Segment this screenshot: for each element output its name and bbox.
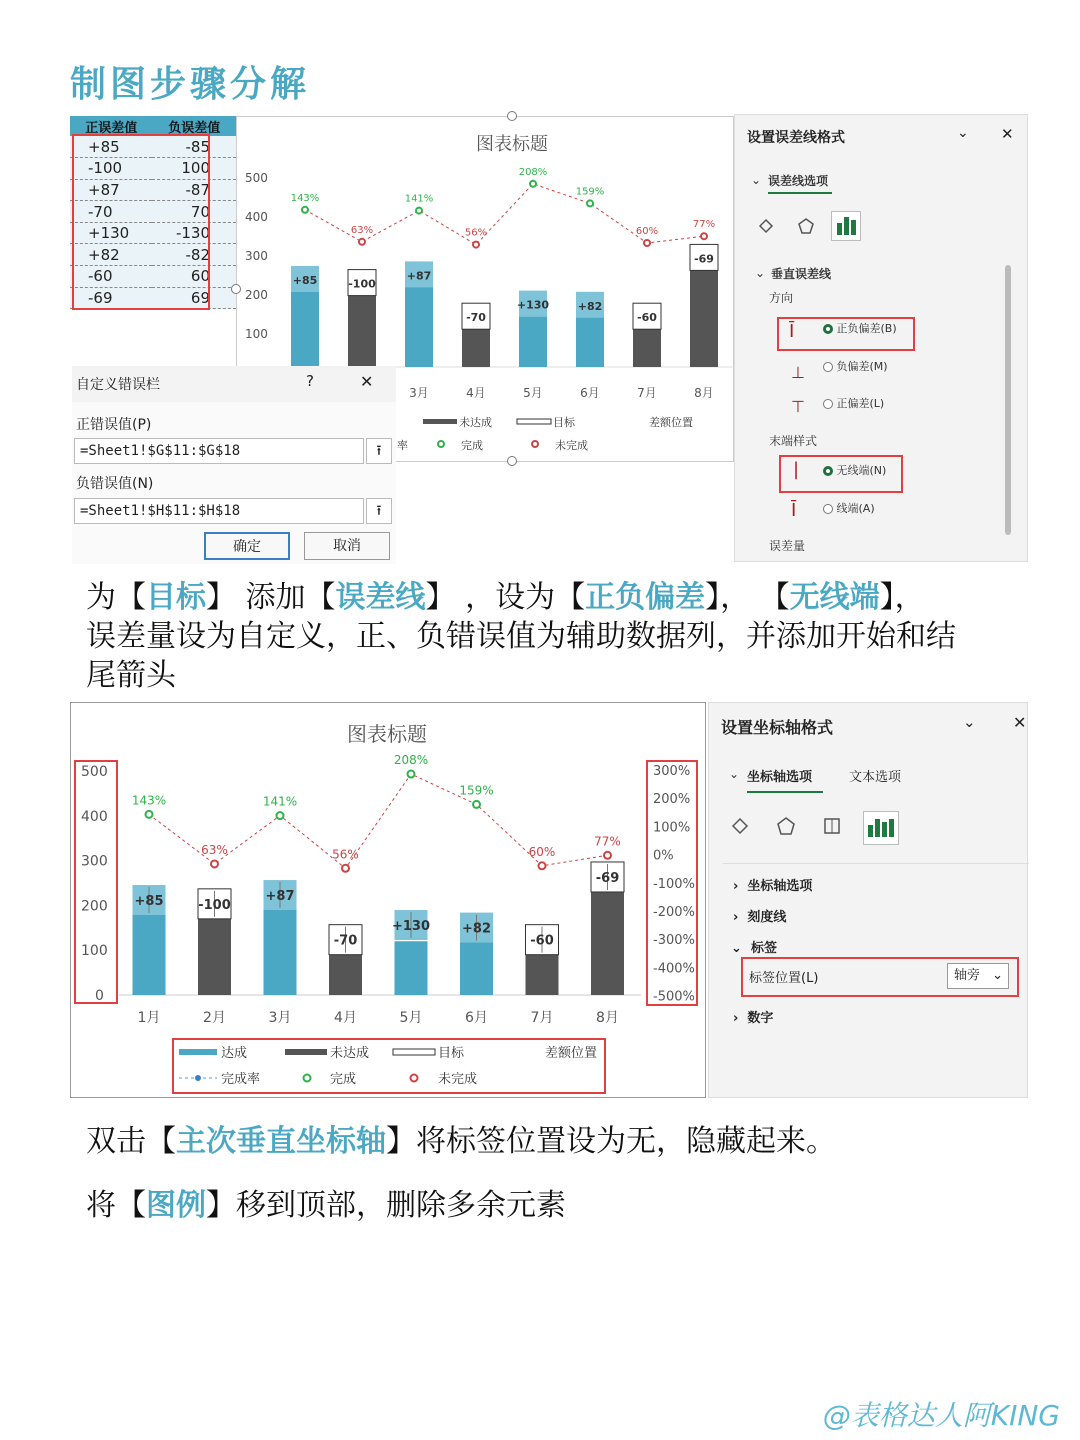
direction-label: 方向 [769, 291, 794, 305]
diff-label: -100 [348, 277, 376, 291]
y-tick-label: 500 [81, 764, 108, 780]
chevron-icon: ⌄ [751, 173, 762, 187]
legend-swatch-not-achieved [285, 1049, 327, 1055]
x-tick-label: 5月 [523, 386, 543, 400]
legend-diff-position: 差额位置 [649, 416, 693, 429]
diff-label: +82 [462, 921, 491, 937]
section-vertical-error[interactable]: 垂直误差线 [771, 267, 832, 281]
option-no-cap: 无线端(N) [836, 464, 887, 477]
fill-icon[interactable] [751, 211, 781, 241]
bar-not-achieved [462, 329, 490, 367]
collapse-range-icon[interactable]: ⭱ [366, 438, 392, 464]
y-tick-label: 100 [81, 943, 108, 960]
effects-icon[interactable] [771, 811, 801, 841]
section-tick-marks: › 刻度线 [733, 910, 787, 925]
x-tick-label: 4月 [466, 386, 486, 400]
rate-point [277, 812, 284, 819]
x-tick-label: 3月 [409, 386, 429, 400]
neg-error-cell[interactable]: 70 [152, 201, 236, 223]
y2-tick-label: -500% [653, 989, 695, 1005]
diff-label: +130 [391, 919, 431, 935]
tab-underline [768, 192, 832, 194]
instruction-paragraph-2: 双击【主次垂直坐标轴】将标签位置设为无，隐藏起来。 [86, 1124, 836, 1159]
resize-handle-bottom[interactable] [507, 456, 517, 466]
legend-rate-dot [195, 1075, 201, 1081]
rate-point [211, 860, 218, 867]
legend-done: 完成 [461, 439, 483, 452]
left-axis-highlight [75, 761, 117, 1003]
legend-done: 完成 [330, 1072, 357, 1087]
rate-label: 63% [201, 842, 228, 857]
legend-achieved: 达成 [221, 1046, 248, 1061]
neg-error-cell[interactable]: -130 [152, 222, 236, 244]
bar-achieved [133, 905, 166, 995]
legend-not-achieved: 未达成 [459, 416, 492, 429]
pos-error-cell[interactable]: +87 [70, 179, 152, 201]
instruction-paragraph-3: 将【图例】移到顶部，删除多余元素 [86, 1188, 566, 1223]
y-tick-label: 500 [245, 171, 268, 185]
amount-label: 误差量 [769, 539, 806, 553]
close-icon[interactable]: ✕ [1001, 125, 1014, 143]
pos-error-input[interactable]: =Sheet1!$G$11:$G$18 [74, 438, 364, 464]
radio-minus[interactable] [823, 362, 833, 372]
rate-label: 143% [131, 793, 167, 808]
radio-both[interactable] [823, 324, 833, 334]
chevron-down-icon: ⌄ [992, 968, 1003, 983]
neg-error-cell[interactable]: -85 [152, 136, 236, 158]
rate-point [146, 811, 153, 818]
bottom-chart[interactable] [70, 702, 706, 1098]
rate-point [416, 208, 422, 214]
y-tick-label: 300 [81, 853, 108, 870]
rate-point [701, 233, 707, 239]
custom-error-dialog [72, 366, 396, 564]
ok-button[interactable]: 确定 [204, 532, 290, 560]
y2-tick-label: 100% [653, 820, 691, 836]
x-tick-label: 7月 [530, 1010, 554, 1026]
rate-label: 77% [692, 219, 716, 231]
legend-swatch-not-done [411, 1075, 418, 1082]
no-cap-icon: | [793, 459, 800, 480]
diff-label: +85 [134, 894, 164, 909]
x-tick-label: 5月 [399, 1010, 423, 1026]
pos-error-label: 正错误值(P) [76, 417, 152, 433]
table-highlight-box [72, 134, 210, 310]
chevron-down-icon[interactable]: ⌄ [963, 713, 976, 731]
y-tick-label: 300 [245, 249, 268, 263]
pos-error-cell[interactable]: -100 [70, 158, 152, 180]
bar-not-achieved [690, 270, 718, 367]
rate-label: 159% [459, 783, 494, 798]
rate-point [302, 207, 308, 213]
y-tick-label: 200 [245, 288, 268, 302]
bottom-chart-title: 图表标题 [347, 722, 427, 746]
x-tick-label: 3月 [268, 1010, 292, 1026]
legend-target: 目标 [438, 1046, 465, 1061]
y-tick-label: 0 [95, 988, 104, 1004]
rate-point [408, 771, 415, 778]
diff-label: -60 [637, 311, 657, 325]
legend-not-done: 未完成 [438, 1072, 478, 1087]
rate-label: 56% [332, 847, 359, 862]
legend-swatch-target [517, 419, 551, 424]
diff-label: +85 [292, 274, 318, 287]
rate-label: 159% [575, 186, 605, 198]
y2-tick-label: -200% [653, 905, 695, 920]
scrollbar[interactable] [1005, 265, 1011, 535]
section-axis-options: › 坐标轴选项 [733, 879, 813, 894]
rate-point [539, 862, 546, 869]
rate-point [604, 852, 611, 859]
rate-label: 77% [594, 834, 621, 849]
y-tick-label: 400 [81, 808, 108, 825]
col-header-neg: 负误差值 [152, 116, 236, 136]
collapse-range-icon[interactable]: ⭱ [366, 498, 392, 524]
tab-axis-options[interactable]: 坐标轴选项 [747, 770, 813, 785]
rate-label: 208% [518, 166, 548, 178]
pos-error-cell[interactable]: -69 [70, 287, 152, 309]
rate-label: 141% [404, 193, 434, 205]
y2-tick-label: 300% [653, 764, 691, 779]
col-header-pos: 正误差值 [70, 116, 152, 136]
option-cap: 线端(A) [836, 502, 875, 515]
section-number: › 数字 [733, 1011, 774, 1026]
rate-point [530, 181, 536, 187]
bar-not-achieved [348, 296, 376, 367]
diff-label: -69 [694, 252, 714, 266]
legend-swatch-achieved [179, 1049, 217, 1055]
diff-label: -69 [595, 870, 620, 886]
rate-label: 63% [350, 224, 374, 236]
neg-error-label: 负错误值(N) [76, 476, 154, 492]
option-both: 正负偏差(B) [836, 322, 897, 335]
legend-swatch-target [393, 1049, 435, 1055]
y2-tick-label: -400% [653, 961, 695, 977]
y-tick-label: 400 [245, 210, 268, 224]
option-plus: 正偏差(L) [836, 397, 885, 410]
dialog-close-icon[interactable]: ✕ [360, 372, 374, 391]
diff-label: -70 [333, 933, 358, 949]
dialog-title: 自定义错误栏 [76, 377, 160, 393]
x-tick-label: 1月 [137, 1010, 161, 1026]
diff-label: +87 [406, 269, 432, 283]
neg-error-input[interactable]: =Sheet1!$H$11:$H$18 [74, 498, 364, 524]
rate-label: 56% [464, 227, 488, 239]
diff-label: +87 [265, 889, 295, 905]
bar-achieved [395, 941, 428, 995]
pos-error-cell[interactable]: -60 [70, 266, 152, 288]
x-tick-label: 2月 [203, 1010, 226, 1026]
y2-tick-label: 200% [653, 792, 691, 808]
x-tick-label: 6月 [580, 386, 600, 400]
rate-label: 60% [635, 226, 659, 237]
label-position-select[interactable]: 轴旁 ⌄ [947, 963, 1009, 989]
y2-tick-label: 0% [653, 848, 674, 864]
chevron-icon: ⌄ [755, 266, 766, 280]
error-panel-title: 设置误差线格式 [747, 130, 845, 146]
bar-not-achieved [329, 955, 362, 995]
cancel-button[interactable]: 取消 [304, 532, 390, 560]
chevron-icon: ⌄ [729, 767, 740, 781]
fill-icon[interactable] [725, 811, 755, 841]
legend-not-achieved: 未达成 [330, 1046, 370, 1061]
legend-rate: 完成率 [221, 1072, 261, 1087]
diff-label: -60 [530, 933, 554, 949]
pos-error-cell[interactable]: +85 [70, 136, 152, 158]
rate-point [473, 242, 479, 248]
bar-not-achieved [198, 919, 231, 995]
neg-error-cell[interactable]: 60 [152, 266, 236, 288]
pos-error-cell[interactable]: -70 [70, 201, 152, 223]
neg-error-cell[interactable]: 69 [152, 287, 236, 309]
cap-icon: Ī [791, 500, 797, 521]
axis-format-panel [708, 702, 1028, 1098]
legend-swatch-not-achieved [423, 419, 457, 424]
rate-label: 60% [528, 844, 556, 859]
legend-swatch-done [304, 1075, 311, 1082]
neg-error-cell[interactable]: -82 [152, 244, 236, 266]
x-tick-label: 6月 [465, 1010, 488, 1026]
x-tick-label: 8月 [694, 386, 714, 400]
axis-panel-title: 设置坐标轴格式 [721, 718, 834, 737]
plus-error-icon: ⊤ [791, 397, 805, 416]
neg-error-cell[interactable]: 100 [152, 158, 236, 180]
size-icon[interactable] [817, 811, 847, 841]
radio-no-cap[interactable] [823, 466, 833, 476]
bar-achieved [519, 317, 547, 367]
bar-options-icon[interactable] [831, 211, 861, 241]
help-icon[interactable]: ? [306, 372, 314, 390]
rate-label: 208% [393, 753, 429, 768]
y-tick-label: 100 [245, 327, 268, 341]
bar-achieved [405, 279, 433, 367]
neg-error-cell[interactable]: -87 [152, 179, 236, 201]
rate-point [473, 801, 480, 808]
bar-achieved [264, 901, 297, 995]
diff-label: +82 [577, 299, 603, 313]
legend-not-done: 未完成 [555, 439, 588, 452]
watermark: @表格达人阿KING [822, 1399, 1060, 1432]
tab-text-options[interactable]: 文本选项 [849, 770, 902, 785]
section-labels: ⌄ 标签 [731, 941, 777, 956]
bar-not-achieved [591, 892, 624, 995]
legend-swatch-not-done [532, 441, 538, 447]
label-position-label: 标签位置(L) [749, 971, 819, 986]
rate-label: 143% [290, 192, 320, 204]
close-icon[interactable]: ✕ [1013, 713, 1027, 732]
chevron-down-icon[interactable]: ⌄ [957, 125, 969, 141]
bar-not-achieved [526, 955, 559, 995]
pos-error-cell[interactable]: +82 [70, 244, 152, 266]
y-tick-label: 200 [81, 898, 108, 915]
resize-handle-top[interactable] [507, 111, 517, 121]
x-tick-label: 8月 [596, 1010, 619, 1026]
x-tick-label: 7月 [637, 386, 657, 400]
resize-handle-left[interactable] [231, 284, 241, 294]
bar-not-achieved [633, 329, 661, 367]
legend-target: 目标 [553, 416, 575, 429]
instruction-paragraph-1: 为【目标】 添加【误差线】 ，设为【正负偏差】， 【无线端】， 误差量设为自定义，正、负错误值为辅助数据列，并添加开始和结 尾箭头 [86, 580, 956, 693]
y2-tick-label: -100% [653, 876, 695, 892]
both-error-icon: Ī [789, 321, 795, 342]
rate-point [644, 240, 650, 246]
x-tick-label: 4月 [334, 1010, 357, 1026]
y2-tick-label: -300% [653, 933, 695, 949]
top-chart-title: 图表标题 [476, 134, 548, 155]
diff-label: -100 [198, 897, 231, 913]
pos-error-cell[interactable]: +130 [70, 222, 152, 244]
page-title: 制图步骤分解 [70, 64, 311, 105]
diff-label: -70 [466, 311, 486, 325]
minus-error-icon: ⊥ [791, 363, 805, 382]
rate-point [342, 865, 349, 872]
bottom-chart-svg [71, 703, 707, 1099]
radio-cap[interactable] [823, 504, 833, 514]
rate-point [359, 239, 365, 245]
effects-icon[interactable] [791, 211, 821, 241]
legend-diff-position: 差额位置 [545, 1046, 598, 1061]
option-minus: 负偏差(M) [836, 360, 888, 373]
tab-underline [747, 791, 823, 793]
legend-rate: 率 [397, 439, 408, 452]
rate-point [587, 200, 593, 206]
rate-label: 141% [262, 794, 298, 809]
diff-label: +130 [516, 298, 550, 312]
tab-error-options[interactable]: 误差线选项 [768, 174, 829, 188]
end-style-label: 末端样式 [769, 434, 818, 448]
radio-plus[interactable] [823, 399, 833, 409]
bar-achieved [291, 283, 319, 367]
axis-options-icon[interactable] [863, 811, 899, 845]
legend-swatch-done [438, 441, 444, 447]
error-bar-format-panel [734, 114, 1028, 562]
